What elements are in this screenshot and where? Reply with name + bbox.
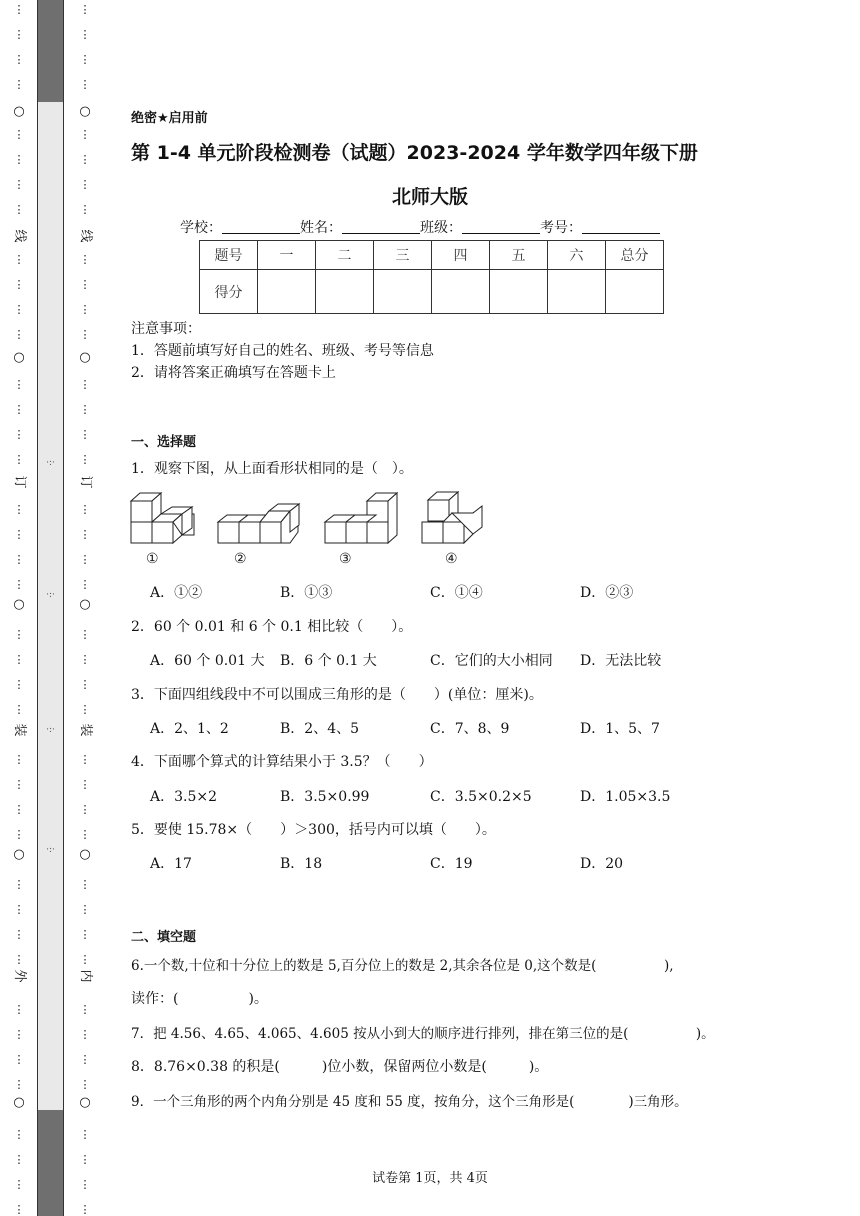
score-table-cell: 二 (316, 241, 374, 270)
margin-dots: ⋮ (79, 253, 91, 266)
margin-dots: ⋮ (13, 428, 25, 441)
margin-dots: ⋮ (13, 1178, 25, 1191)
q1-option-b[interactable]: B．①③ (280, 585, 333, 601)
margin-dots: ⋮ (13, 653, 25, 666)
margin-dots: ⋮ (79, 803, 91, 816)
score-input-cell[interactable] (606, 270, 664, 314)
section-title-choice: 一、选择题 (131, 435, 197, 450)
margin-dots: ⋮ (13, 578, 25, 591)
question-1-text: 1．观察下图，从上面看形状相同的是（ ）。 (131, 461, 413, 477)
margin-dots: ⋮ (79, 753, 91, 766)
q2-option-d[interactable]: D．无法比较 (580, 653, 662, 669)
margin-band-top (38, 0, 63, 102)
margin-circle: ○ (79, 1095, 91, 1110)
margin-dots: ⋮ (13, 453, 25, 466)
score-table-cell: 得分 (200, 270, 258, 314)
margin-circle: ○ (79, 597, 91, 612)
page-subtitle: 北师大版 (391, 186, 468, 208)
margin-circle: ○ (79, 350, 91, 365)
margin-dots: ⋮ (13, 528, 25, 541)
margin-char: 装 (12, 723, 27, 737)
page-title: 第 1-4 单元阶段检测卷（试题）2023-2024 学年数学四年级下册 (131, 142, 698, 164)
margin-dots: ⋮ (13, 1203, 25, 1216)
margin-band-bottom (38, 1110, 63, 1216)
margin-dots: ⋮ (13, 3, 25, 16)
margin-dots: ⋮ (79, 278, 91, 291)
margin-circle: ○ (13, 597, 25, 612)
page-footer: 试卷第 1页，共 4页 (372, 1171, 488, 1186)
margin-dots: ⋮ (79, 528, 91, 541)
name-blank[interactable] (342, 219, 420, 234)
margin-dots: ⋮ (79, 1178, 91, 1191)
q4-option-c[interactable]: C．3.5×0.2×5 (430, 789, 532, 805)
margin-char: 线 (12, 229, 27, 243)
margin-char: 内 (78, 969, 93, 983)
margin-band-mark: ·:· (46, 845, 55, 855)
school-label: 学校： (180, 220, 222, 236)
q3-option-d[interactable]: D．1、5、7 (580, 721, 660, 737)
margin-circle: ○ (13, 350, 25, 365)
q5-option-a[interactable]: A．17 (150, 856, 192, 872)
section-title-fill: 二、填空题 (131, 930, 197, 945)
margin-char: 订 (12, 475, 27, 489)
exam-no-label: 考号： (540, 220, 582, 236)
margin-dots: ⋮ (79, 953, 91, 966)
margin-dots: ⋮ (13, 878, 25, 891)
margin-dots: ⋮ (79, 78, 91, 91)
cube-figures (128, 487, 488, 569)
q5-option-d[interactable]: D．20 (580, 856, 624, 872)
margin-dots: ⋮ (13, 628, 25, 641)
margin-dots: ⋮ (13, 803, 25, 816)
margin-dots: ⋮ (13, 828, 25, 841)
margin-circle: ○ (13, 104, 25, 119)
margin-dots: ⋮ (13, 903, 25, 916)
margin-dots: ⋮ (13, 553, 25, 566)
q4-option-b[interactable]: B．3.5×0.99 (280, 789, 370, 805)
notes-title: 注意事项： (131, 321, 201, 337)
margin-dots: ⋮ (13, 178, 25, 191)
score-table (199, 240, 664, 314)
margin-dots: ⋮ (79, 778, 91, 791)
margin-dots: ⋮ (79, 1203, 91, 1216)
margin-dots: ⋮ (13, 778, 25, 791)
q4-option-a[interactable]: A．3.5×2 (150, 789, 218, 805)
cube-figure-2 (218, 504, 299, 567)
margin-dots: ⋮ (79, 1028, 91, 1041)
margin-dots: ⋮ (79, 828, 91, 841)
margin-band-mark: ·:· (46, 590, 55, 600)
note-item: 2．请将答案正确填写在答题卡上 (131, 365, 336, 381)
margin-char: 线 (78, 229, 93, 243)
score-table-score-row (200, 270, 664, 314)
class-blank[interactable] (462, 219, 540, 234)
figure-label-1: ① (146, 551, 159, 567)
score-input-cell[interactable] (316, 270, 374, 314)
margin-dots: ⋮ (79, 203, 91, 216)
margin-dots: ⋮ (13, 503, 25, 516)
margin-dots: ⋮ (13, 253, 25, 266)
margin-char: 订 (78, 475, 93, 489)
score-table-cell: 三 (374, 241, 432, 270)
score-input-cell[interactable] (374, 270, 432, 314)
margin-dots: ⋮ (79, 1003, 91, 1016)
margin-dots: ⋮ (13, 203, 25, 216)
margin-dots: ⋮ (13, 153, 25, 166)
margin-dots: ⋮ (79, 153, 91, 166)
margin-dots: ⋮ (13, 953, 25, 966)
student-info-line (180, 217, 660, 237)
margin-char: 外 (12, 969, 27, 983)
school-blank[interactable] (222, 219, 300, 234)
margin-dots: ⋮ (79, 328, 91, 341)
score-input-cell[interactable] (490, 270, 548, 314)
score-input-cell[interactable] (432, 270, 490, 314)
score-table-cell: 五 (490, 241, 548, 270)
margin-dots: ⋮ (79, 1078, 91, 1091)
margin-band-mark: ·:· (46, 458, 55, 468)
margin-circle: ○ (13, 847, 25, 862)
q5-option-c[interactable]: C．19 (430, 856, 473, 872)
q2-option-a[interactable]: A．60 个 0.01 大 (150, 653, 265, 669)
question-8-text: 8．8.76×0.38 的积是( )位小数，保留两位小数是( )。 (131, 1059, 549, 1075)
margin-dots: ⋮ (79, 578, 91, 591)
cube-figure-3 (325, 493, 397, 567)
confidential-label: 绝密★启用前 (131, 111, 208, 126)
margin-dots: ⋮ (13, 328, 25, 341)
margin-dots: ⋮ (13, 1053, 25, 1066)
margin-dots: ⋮ (79, 28, 91, 41)
margin-circle: ○ (79, 847, 91, 862)
margin-dots: ⋮ (79, 928, 91, 941)
margin-dots: ⋮ (13, 753, 25, 766)
margin-dots: ⋮ (79, 678, 91, 691)
question-5-text: 5．要使 15.78×（ ）＞300，括号内可以填（ ）。 (131, 822, 496, 838)
question-2-text: 2．60 个 0.01 和 6 个 0.1 相比较（ ）。 (131, 619, 413, 635)
figure-label-4: ④ (445, 551, 458, 567)
margin-dots: ⋮ (13, 378, 25, 391)
margin-dots: ⋮ (79, 453, 91, 466)
exam-no-blank[interactable] (582, 219, 660, 234)
margin-dots: ⋮ (13, 278, 25, 291)
margin-dots: ⋮ (13, 303, 25, 316)
q4-option-d[interactable]: D．1.05×3.5 (580, 789, 671, 805)
score-table-cell: 总分 (606, 241, 664, 270)
q1-option-a[interactable]: A．①② (150, 585, 203, 601)
margin-dots: ⋮ (13, 28, 25, 41)
margin-dots: ⋮ (13, 128, 25, 141)
margin-char: 装 (78, 723, 93, 737)
margin-dots: ⋮ (79, 1153, 91, 1166)
class-label: 班级： (420, 220, 462, 236)
q2-option-c[interactable]: C．它们的大小相同 (430, 653, 553, 669)
q5-option-b[interactable]: B．18 (280, 856, 323, 872)
margin-dots: ⋮ (79, 1053, 91, 1066)
q3-option-b[interactable]: B．2、4、5 (280, 721, 360, 737)
score-table-cell: 一 (258, 241, 316, 270)
margin-dots: ⋮ (13, 78, 25, 91)
margin-dots: ⋮ (13, 1078, 25, 1091)
margin-dots: ⋮ (79, 703, 91, 716)
question-6-line1: 6.一个数,十位和十分位上的数是 5,百分位上的数是 2,其余各位是 0,这个数是( ), (131, 958, 674, 974)
question-6-line2: 读作：( )。 (131, 991, 268, 1007)
q3-option-a[interactable]: A．2、1、2 (150, 721, 229, 737)
score-table-cell: 六 (548, 241, 606, 270)
margin-dots: ⋮ (79, 403, 91, 416)
margin-circle: ○ (13, 1095, 25, 1110)
score-table-cell: 题号 (200, 241, 258, 270)
margin-dots: ⋮ (79, 653, 91, 666)
margin-dots: ⋮ (13, 1028, 25, 1041)
margin-dots: ⋮ (13, 403, 25, 416)
margin-dots: ⋮ (79, 1128, 91, 1141)
cube-figure-4 (422, 492, 482, 567)
score-table-header-row (200, 241, 664, 270)
margin-dots: ⋮ (79, 878, 91, 891)
q3-option-c[interactable]: C．7、8、9 (430, 721, 510, 737)
name-label: 姓名： (300, 220, 342, 236)
margin-dots: ⋮ (79, 3, 91, 16)
margin-dots: ⋮ (13, 1003, 25, 1016)
figure-label-3: ③ (339, 551, 352, 567)
figure-label-2: ② (234, 551, 247, 567)
cube-figure-1 (131, 493, 194, 567)
margin-dots: ⋮ (13, 53, 25, 66)
margin-band-middle (38, 102, 63, 1110)
margin-dots: ⋮ (13, 678, 25, 691)
margin-dots: ⋮ (13, 703, 25, 716)
margin-dots: ⋮ (79, 128, 91, 141)
score-input-cell[interactable] (258, 270, 316, 314)
margin-dots: ⋮ (79, 428, 91, 441)
margin-dots: ⋮ (79, 628, 91, 641)
margin-dots: ⋮ (79, 53, 91, 66)
margin-circle: ○ (79, 104, 91, 119)
note-item: 1．答题前填写好自己的姓名、班级、考号等信息 (131, 343, 434, 359)
margin-dots: ⋮ (13, 928, 25, 941)
question-4-text: 4．下面哪个算式的计算结果小于 3.5？（ ） (131, 754, 433, 770)
margin-band-mark: ·:· (46, 725, 55, 735)
margin-dots: ⋮ (13, 1153, 25, 1166)
q1-option-d[interactable]: D．②③ (580, 585, 634, 601)
question-9-text: 9．一个三角形的两个内角分别是 45 度和 55 度，按角分，这个三角形是( )三角形。 (131, 1094, 688, 1110)
margin-dots: ⋮ (79, 303, 91, 316)
margin-dots: ⋮ (13, 1128, 25, 1141)
margin-dots: ⋮ (79, 903, 91, 916)
score-table-cell: 四 (432, 241, 490, 270)
q1-option-c[interactable]: C．①④ (430, 585, 483, 601)
q2-option-b[interactable]: B．6 个 0.1 大 (280, 653, 377, 669)
margin-dots: ⋮ (79, 178, 91, 191)
margin-dots: ⋮ (79, 378, 91, 391)
score-input-cell[interactable] (548, 270, 606, 314)
margin-dots: ⋮ (79, 503, 91, 516)
margin-dots: ⋮ (79, 553, 91, 566)
question-3-text: 3．下面四组线段中不可以围成三角形的是（ ）(单位：厘米)。 (131, 687, 543, 703)
question-7-text: 7．把 4.56、4.65、4.065、4.605 按从小到大的顺序进行排列，排在第三位的是( )。 (131, 1026, 715, 1042)
